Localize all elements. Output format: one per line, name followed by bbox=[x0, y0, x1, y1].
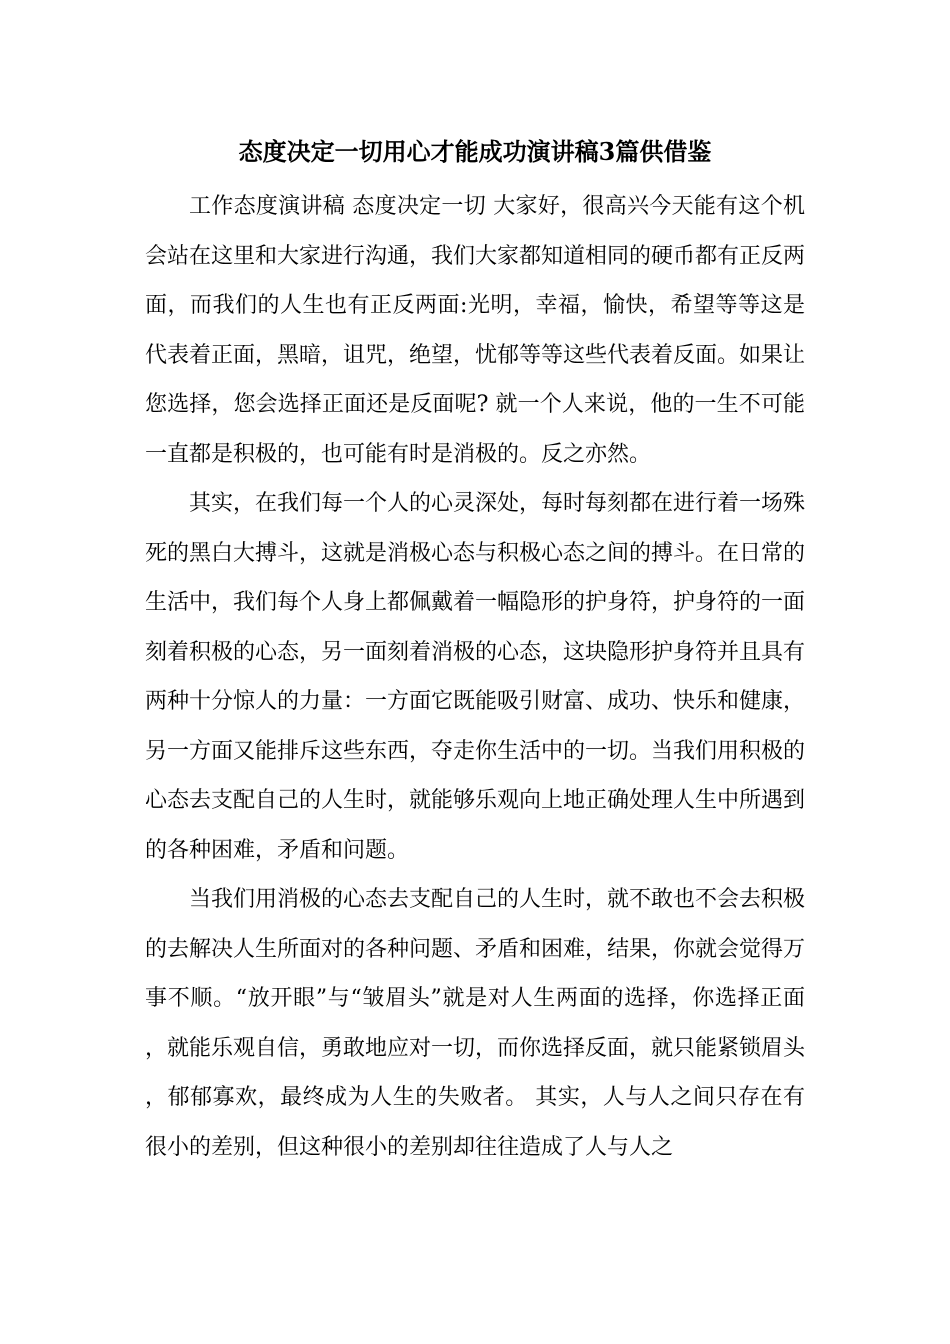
paragraph-3: 当我们用消极的心态去支配自己的人生时，就不敢也不会去积极的去解决人生所面对的各种问题、矛盾和困难，结果，你就会觉得万事不顺。“放开眼”与“皱眉头”就是对人生两面的选择，你选择正面，就能乐观自信，勇敢地应对一切，而你选择反面，就只能紧锁眉头，郁郁寡欢，最终成为人生的失败者。 其实，人与人之间只存在有很小的差别，但这种很小的差别却往往造成了人与人之 bbox=[145, 887, 806, 1160]
paragraph-1: 工作态度演讲稿 态度决定一切 大家好，很高兴今天能有这个机会站在这里和大家进行沟通，我们大家都知道相同的硬币都有正反两面，而我们的人生也有正反两面:光明，幸福，愉快，希望等等这是代表着正面，黑暗，诅咒，绝望，忧郁等等这些代表着反面。如果让您选择，您会选择正面还是反面呢? 就一个人来说，他的一生不可能一直都是积极的，也可能有时是消极的。反之亦然。 bbox=[145, 194, 806, 467]
document-body bbox=[145, 182, 805, 1172]
paragraph-2: 其实，在我们每一个人的心灵深处，每时每刻都在进行着一场殊死的黑白大搏斗，这就是消极心态与积极心态之间的搏斗。在日常的生活中，我们每个人身上都佩戴着一幅隐形的护身符，护身符的一面刻着积极的心态，另一面刻着消极的心态，这块隐形护身符并且具有两种十分惊人的力量：一方面它既能吸引财富、成功、快乐和健康，另一方面又能排斥这些东西，夺走你生活中的一切。当我们用积极的心态去支配自己的人生时，就能够乐观向上地正确处理人生中所遇到的各种困难，矛盾和问题。 bbox=[145, 491, 806, 863]
document-title: 态度决定一切用心才能成功演讲稿3篇供借鉴 bbox=[238, 137, 712, 166]
